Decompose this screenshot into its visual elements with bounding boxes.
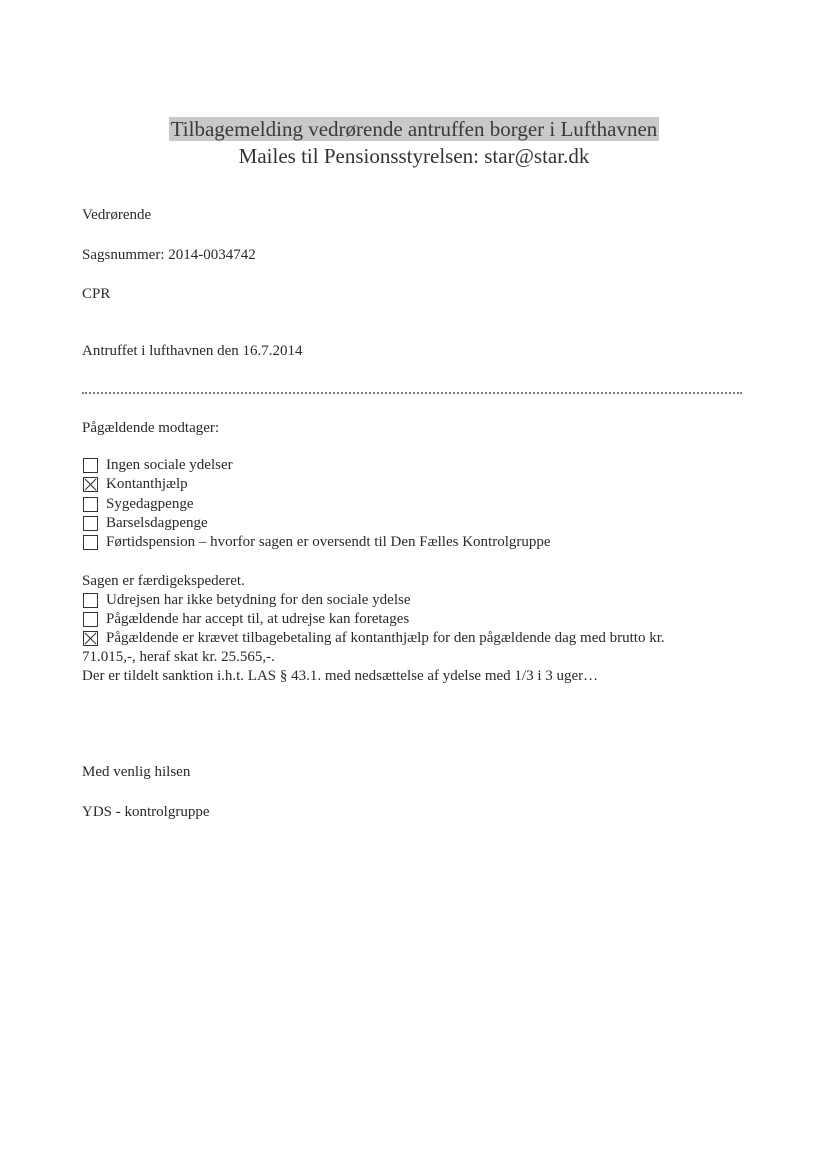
checkbox-kontanthjaelp[interactable] <box>83 477 98 492</box>
document-title <box>0 115 828 143</box>
field-cpr: CPR <box>82 286 111 302</box>
closing-greeting: Med venlig hilsen <box>82 764 191 780</box>
checkbox-label: Ingen sociale ydelser <box>106 457 233 473</box>
title-highlight: Tilbagemelding vedrørende antruffen borger i Lufthavnen <box>170 117 658 141</box>
sanction-text: Der er tildelt sanktion i.h.t. LAS § 43.1. med nedsættelse af ydelse med 1/3 i 3 uger… <box>82 668 599 684</box>
field-antruffet: Antruffet i lufthavnen den 16.7.2014 <box>82 343 303 359</box>
checkbox-label: Sygedagpenge <box>106 496 194 512</box>
checkbox-label: Førtidspension – hvorfor sagen er oversendt til Den Fælles Kontrolgruppe <box>106 534 551 550</box>
checkbox-row-tilbagebetaling[interactable] <box>83 629 665 648</box>
dotted-separator <box>82 384 742 394</box>
checkbox-row-accept[interactable] <box>83 610 409 629</box>
checkbox-label: Pågældende er krævet tilbagebetaling af kontanthjælp for den pågældende dag med brutto kr. <box>106 630 665 646</box>
checkbox-ingen[interactable] <box>83 458 98 473</box>
checkbox-row-sygedagpenge[interactable] <box>83 495 193 514</box>
checkbox-row-ingen[interactable] <box>83 456 233 475</box>
checkbox-cross-icon <box>84 632 97 645</box>
checkbox-cross-icon <box>84 478 97 491</box>
checkbox-row-fortidspension[interactable] <box>83 533 551 552</box>
receives-label: Pågældende modtager: <box>82 420 220 436</box>
checkbox-row-udrejsen[interactable] <box>83 591 410 610</box>
checkbox-label: Pågældende har accept til, at udrejse kan foretages <box>106 611 410 627</box>
checkbox-label: Kontanthjælp <box>106 476 188 492</box>
checkbox-row-kontanthjaelp[interactable] <box>83 475 188 494</box>
checkbox-sygedagpenge[interactable] <box>83 497 98 512</box>
checkbox-label: Udrejsen har ikke betydning for den sociale ydelse <box>106 592 411 608</box>
field-sagsnummer: Sagsnummer: 2014-0034742 <box>82 247 256 263</box>
closing-signature: YDS - kontrolgruppe <box>82 804 210 820</box>
checkbox-accept[interactable] <box>83 612 98 627</box>
status-label: Sagen er færdigekspederet. <box>82 573 245 589</box>
amount-continuation: 71.015,-, heraf skat kr. 25.565,-. <box>82 649 275 665</box>
checkbox-barselsdagpenge[interactable] <box>83 516 98 531</box>
checkbox-udrejsen[interactable] <box>83 593 98 608</box>
document-subtitle: Mailes til Pensionsstyrelsen: star@star.dk <box>238 144 590 168</box>
field-vedrorende: Vedrørende <box>82 207 152 223</box>
checkbox-fortidspension[interactable] <box>83 535 98 550</box>
checkbox-row-barselsdagpenge[interactable] <box>83 514 208 533</box>
checkbox-tilbagebetaling[interactable] <box>83 631 98 646</box>
checkbox-label: Barselsdagpenge <box>106 515 208 531</box>
